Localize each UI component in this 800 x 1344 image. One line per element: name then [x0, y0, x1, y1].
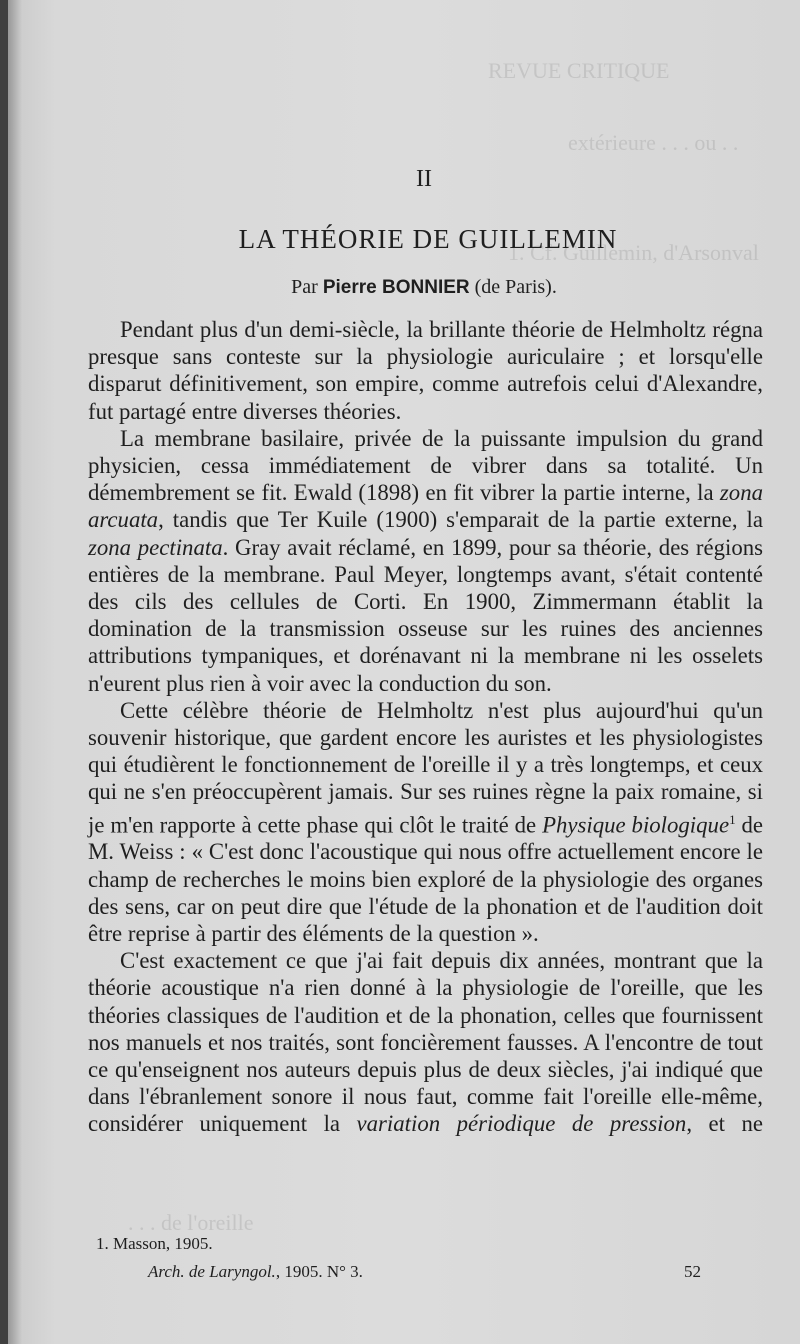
byline-author: Pierre BONNIER — [322, 277, 470, 298]
term-zona-pectinata: zona pectinata — [88, 534, 223, 560]
paragraph-2-text: , tandis que Ter Kuile (1900) s'emparait de la partie externe, la — [158, 507, 763, 533]
article-body — [88, 316, 763, 1138]
article-title: LA THÉORIE DE GUILLEMIN — [238, 224, 618, 254]
paragraph-2-text: La membrane basilaire, privée de la puissante impulsion du grand physicien, cessa immédiatement de vibrer dans sa totalité. Un démembrement se fit. Ewald (1898) en fit vibrer la partie interne, la — [88, 425, 763, 506]
show-through-text: extérieure . . . ou . . — [568, 130, 739, 155]
footnote-reference: 1 — [729, 811, 736, 827]
book-title-physique-biologique: Physique biologique — [542, 812, 730, 838]
show-through-text: 1. Cf. Guillemin, d'Arsonval — [508, 240, 759, 265]
paragraph-1: Pendant plus d'un demi-siècle, la brillante théorie de Helmholtz régna presque sans conteste sur la physiologie auriculaire ; et lorsqu'elle disparut définitivement, son empire, comme autrefois celui d'Alexandre, fut partagé entre diverses théories. — [88, 317, 763, 424]
paragraph-2 — [88, 425, 763, 697]
show-through-text: . . . de l'oreille — [128, 1210, 254, 1235]
paragraph-4-text: C'est exactement ce que j'ai fait depuis dix années, montrant que la théorie acoustique n'a rien donné à la physiologie de l'oreille, que les théories classiques de l'audition et de la phonation, celles que fournissent nos manuels et nos traités, sont foncièrement fausses. A l'encontre de tout ce qu'enseignent nos auteurs depuis plus de deux siècles, j'ai indiqué que dans l'ébranlement sonore il nous faut, comme fait l'oreille elle-même, considérer uniquement la — [88, 948, 763, 1137]
term-variation-periodique: variation périodique de pression — [356, 1111, 687, 1137]
page-number: 52 — [684, 1262, 701, 1281]
scanned-page — [8, 0, 800, 1344]
footnote: 1. Masson, 1905. — [96, 1234, 213, 1253]
paragraph-3 — [88, 697, 763, 947]
journal-issue: , 1905. N° 3. — [275, 1262, 363, 1281]
term-zona-arcuata: zona arcuata — [88, 480, 763, 533]
show-through-text: REVUE CRITIQUE — [488, 58, 670, 83]
paragraph-3-text: Cette célèbre théorie de Helmholtz n'est plus aujourd'hui qu'un souvenir historique, que gardent encore les auristes et les physiologistes qui étudièrent le fonctionnement de l'oreille il y a très longtemps, et ceux qui ne s'en préoccupèrent jamais. Sur ses ruines règne la paix romaine, si je m'en rapporte à cette phase qui clôt le traité de — [88, 697, 763, 838]
byline-prefix: Par — [291, 276, 318, 298]
binding-shadow — [8, 0, 22, 1344]
paragraph-2-text: . Gray avait réclamé, en 1899, pour sa théorie, des régions entières de la membrane. Paul Meyer, longtemps avant, s'était contenté des cils des cellules de Corti. En 1900, Zimmermann établit la domination de la transmission osseuse sur les ruines des anciennes attributions tympaniques, et dorénavant ni la membrane ni les osselets n'eurent plus rien à voir avec la conduction du son. — [88, 534, 763, 696]
chapter-numeral: II — [416, 166, 432, 192]
journal-name: Arch. de Laryngol. — [148, 1262, 276, 1281]
byline-suffix: (de Paris). — [474, 276, 557, 298]
paragraph-4-text: , et ne — [686, 1111, 763, 1137]
byline — [8, 276, 800, 299]
paragraph-4 — [88, 947, 763, 1137]
paragraph-3-text: de M. Weiss : « C'est donc l'acoustique qui nous offre actuellement encore le champ de recherches le moins bien exploré de la physiologie des organes des sens, car on peut dire que l'étude de la phonation et de l'audition doit être reprise à partir des éléments de la question ». — [88, 812, 764, 947]
journal-footer — [148, 1262, 363, 1282]
